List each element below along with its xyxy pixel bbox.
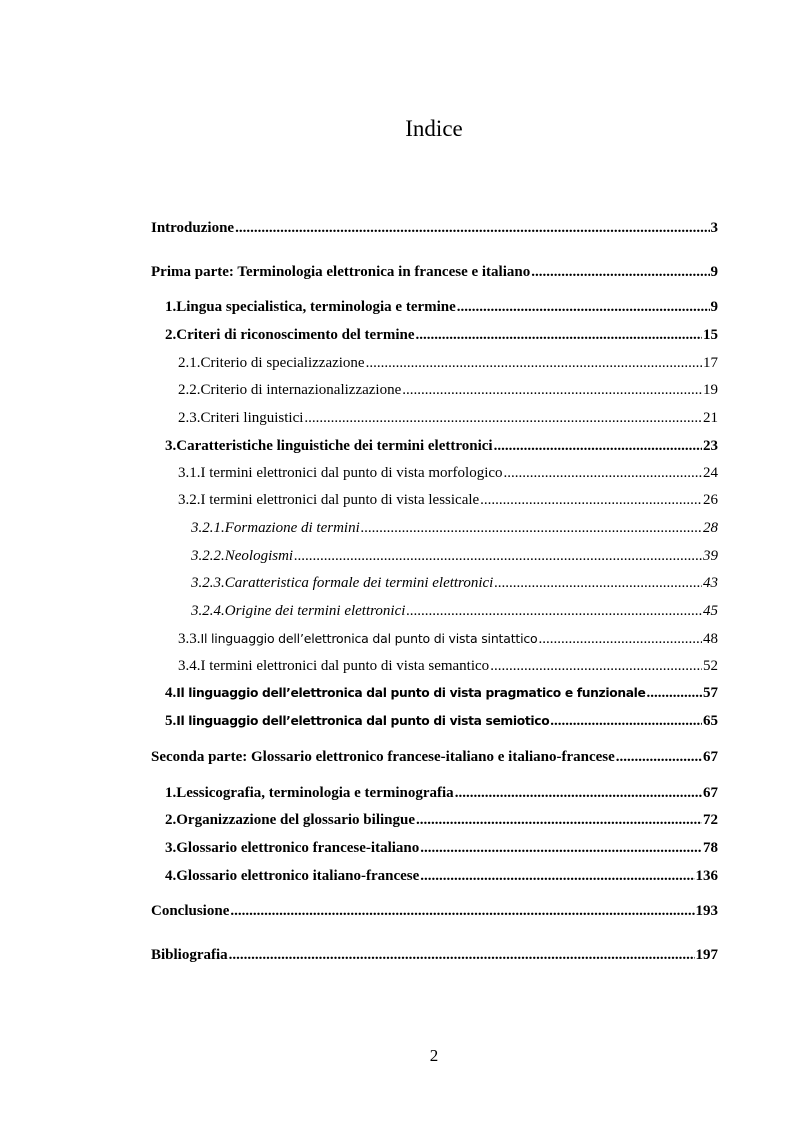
- toc-entry-page: 17: [703, 355, 718, 371]
- dot-leader: [539, 629, 703, 649]
- dot-leader: [416, 325, 702, 345]
- toc-entry-number: 3.: [165, 840, 177, 856]
- toc-entry-page: 26: [703, 492, 718, 508]
- toc-entry-1-3-2-2[interactable]: [191, 546, 718, 566]
- dot-leader: [420, 866, 694, 886]
- toc-entry-text: Seconda parte: Glossario elettronico francese-italiano e italiano-francese: [151, 749, 615, 765]
- toc-entry-bibliografia[interactable]: [151, 945, 718, 965]
- toc-entry-text: Prima parte: Terminologia elettronica in francese e italiano: [151, 264, 531, 280]
- toc-entry-text: Lessicografia, terminologia e terminografia: [176, 785, 454, 801]
- toc-entry-text: Conclusione: [151, 903, 230, 919]
- dot-leader: [490, 656, 702, 676]
- toc-entry-1-2-3[interactable]: [178, 408, 718, 428]
- toc-entry-1-2-2[interactable]: [178, 380, 718, 400]
- dot-leader: [647, 683, 702, 703]
- dot-leader: [616, 747, 702, 767]
- dot-leader: [457, 297, 710, 317]
- toc-entry-page: 67: [703, 785, 718, 801]
- toc-entry-text: I termini elettronici dal punto di vista morfologico: [200, 465, 503, 481]
- toc-entry-text: Criteri di riconoscimento del termine: [176, 327, 415, 343]
- toc-entry-text: Origine dei termini elettronici: [224, 603, 406, 619]
- toc-entry-page: 48: [703, 631, 718, 647]
- toc-entry-text: Organizzazione del glossario bilingue: [176, 812, 415, 828]
- toc-entry-number: 3.2.4.: [191, 603, 225, 619]
- toc-entry-number: 3.4.: [178, 658, 201, 674]
- dot-leader: [235, 218, 709, 238]
- toc-entry-introduzione[interactable]: [151, 218, 718, 238]
- toc-entry-page: 197: [695, 947, 718, 963]
- toc-entry-page: 67: [703, 749, 718, 765]
- toc-entry-text: Neologismi: [224, 548, 294, 564]
- dot-leader: [420, 838, 702, 858]
- toc-entry-page: 9: [710, 299, 718, 315]
- toc-entry-1-2-1[interactable]: [178, 353, 718, 373]
- toc-entry-text: Glossario elettronico italiano-francese: [176, 868, 420, 884]
- toc-entry-page: 136: [695, 868, 718, 884]
- toc-entry-page: 9: [710, 264, 718, 280]
- toc-entry-number: 1.: [165, 299, 177, 315]
- toc-entry-text: I termini elettronici dal punto di vista lessicale: [200, 492, 480, 508]
- toc-entry-number: 2.: [165, 327, 177, 343]
- toc-entry-text: Criterio di internazionalizzazione: [200, 382, 402, 398]
- toc-entry-number: 3.: [165, 438, 177, 454]
- dot-leader: [294, 546, 702, 566]
- toc-entry-text: Glossario elettronico francese-italiano: [176, 840, 420, 856]
- dot-leader: [361, 518, 702, 538]
- toc-entry-page: 21: [703, 410, 718, 426]
- toc-entry-1-3-1[interactable]: [178, 463, 718, 483]
- page-number: 2: [429, 1046, 439, 1065]
- dot-leader: [402, 380, 702, 400]
- page-title: Indice: [405, 116, 463, 141]
- toc-entry-number: 4.: [165, 685, 177, 701]
- dot-leader: [406, 601, 702, 621]
- toc-entry-text: Criterio di specializzazione: [200, 355, 365, 371]
- toc-entry-1-3-4[interactable]: [178, 656, 718, 676]
- dot-leader: [494, 436, 702, 456]
- toc-entry-page: 57: [703, 685, 718, 701]
- toc-entry-text: Bibliografia: [151, 947, 228, 963]
- toc-entry-number: 3.1.: [178, 465, 201, 481]
- toc-entry-number: 3.2.: [178, 492, 201, 508]
- toc-entry-number: 5.: [165, 713, 177, 729]
- toc-entry-text: Introduzione: [151, 220, 235, 236]
- toc-entry-number: 2.1.: [178, 355, 201, 371]
- toc-entry-1-2[interactable]: [165, 325, 718, 345]
- toc-entry-conclusione[interactable]: [151, 901, 718, 921]
- toc-entry-2-4[interactable]: [165, 866, 718, 886]
- toc-entry-prima-parte[interactable]: [151, 262, 718, 282]
- toc-entry-1-3[interactable]: [165, 436, 718, 456]
- toc-entry-seconda-parte[interactable]: [151, 747, 718, 767]
- toc-entry-number: 3.3.: [178, 631, 201, 647]
- dot-leader: [550, 711, 702, 731]
- toc-entry-page: 39: [703, 548, 718, 564]
- toc-entry-1-5[interactable]: [165, 711, 718, 731]
- toc-entry-text: Lingua specialistica, terminologia e termine: [176, 299, 456, 315]
- dot-leader: [494, 573, 702, 593]
- toc-entry-text: Il linguaggio dell’elettronica dal punto di vista semiotico: [176, 714, 550, 728]
- toc-entry-page: 65: [703, 713, 718, 729]
- toc-entry-number: 2.: [165, 812, 177, 828]
- toc-entry-number: 3.2.2.: [191, 548, 225, 564]
- toc-entry-number: 3.2.3.: [191, 575, 225, 591]
- dot-leader: [304, 408, 702, 428]
- toc-entry-2-1[interactable]: [165, 783, 718, 803]
- dot-leader: [229, 945, 695, 965]
- toc-entry-page: 24: [703, 465, 718, 481]
- toc-entry-text: Il linguaggio dell’elettronica dal punto di vista pragmatico e funzionale: [176, 686, 646, 700]
- toc-entry-number: 1.: [165, 785, 177, 801]
- dot-leader: [416, 810, 702, 830]
- toc-entry-2-3[interactable]: [165, 838, 718, 858]
- toc-entry-1-3-2-3[interactable]: [191, 573, 718, 593]
- dot-leader: [504, 463, 702, 483]
- toc-entry-page: 23: [703, 438, 718, 454]
- toc-entry-1-3-3[interactable]: [178, 629, 718, 649]
- toc-entry-number: 4.: [165, 868, 177, 884]
- toc-entry-1-4[interactable]: [165, 683, 718, 703]
- dot-leader: [480, 490, 702, 510]
- dot-leader: [455, 783, 702, 803]
- toc-entry-1-1[interactable]: [165, 297, 718, 317]
- toc-entry-text: Formazione di termini: [224, 520, 360, 536]
- toc-entry-page: 43: [703, 575, 718, 591]
- toc-entry-1-3-2-1[interactable]: [191, 518, 718, 538]
- toc-entry-page: 45: [703, 603, 718, 619]
- toc-entry-number: 2.2.: [178, 382, 201, 398]
- toc-entry-page: 78: [703, 840, 718, 856]
- dot-leader: [366, 353, 702, 373]
- toc-entry-page: 72: [703, 812, 718, 828]
- toc-entry-number: 3.2.1.: [191, 520, 225, 536]
- toc-entry-text: Caratteristiche linguistiche dei termini elettronici: [176, 438, 493, 454]
- toc-entry-text: Criteri linguistici: [200, 410, 304, 426]
- toc-entry-text: Caratteristica formale dei termini elettronici: [224, 575, 494, 591]
- toc-entry-text: I termini elettronici dal punto di vista semantico: [200, 658, 490, 674]
- toc-entry-page: 28: [703, 520, 718, 536]
- toc-entry-1-3-2[interactable]: [178, 490, 718, 510]
- toc-entry-number: 2.3.: [178, 410, 201, 426]
- toc-entry-1-3-2-4[interactable]: [191, 601, 718, 621]
- toc-entry-page: 3: [710, 220, 718, 236]
- toc-entry-page: 19: [703, 382, 718, 398]
- dot-leader: [531, 262, 709, 282]
- toc-entry-page: 193: [695, 903, 718, 919]
- toc-entry-page: 15: [703, 327, 718, 343]
- toc-entry-text: Il linguaggio dell’elettronica dal punto di vista sintattico: [200, 631, 538, 646]
- toc-entry-page: 52: [703, 658, 718, 674]
- toc-entry-2-2[interactable]: [165, 810, 718, 830]
- dot-leader: [230, 901, 694, 921]
